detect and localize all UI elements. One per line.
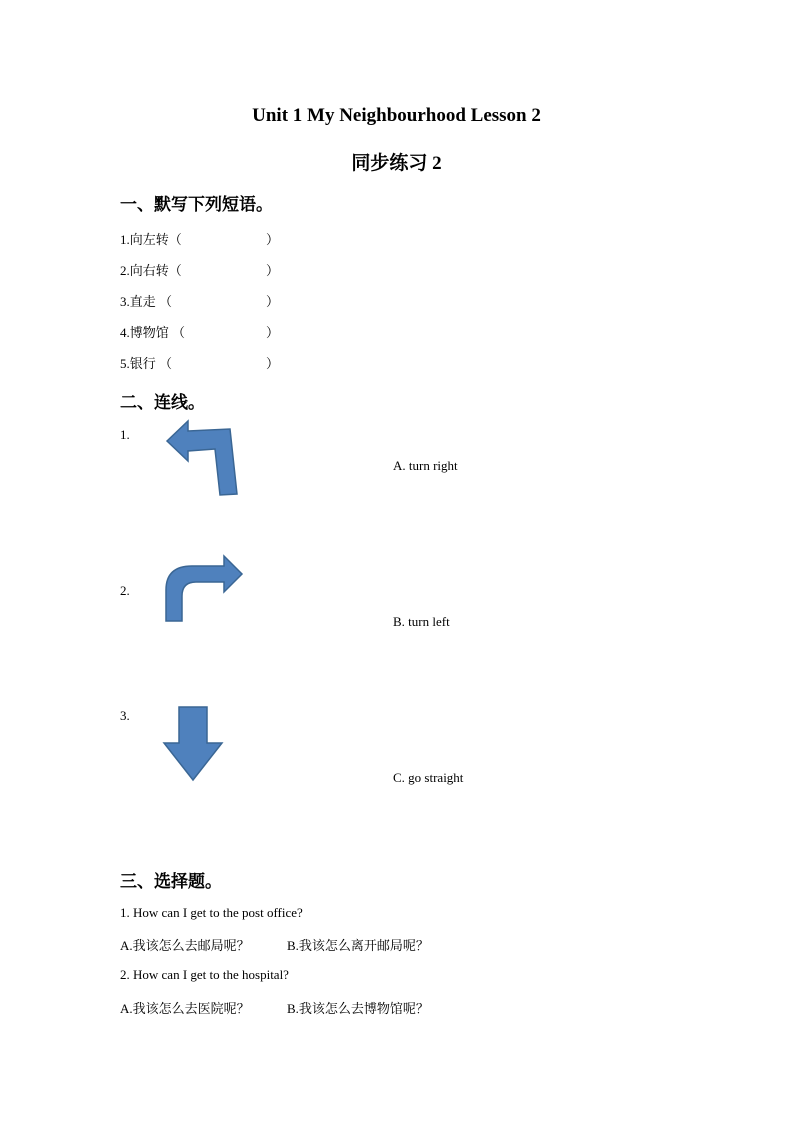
question-1: 1. How can I get to the post office?: [120, 905, 303, 920]
dictation-item-close: ）: [266, 232, 280, 247]
match-option-b: B. turn left: [393, 614, 450, 629]
dictation-item-1: [120, 229, 280, 248]
turn-right-arrow-icon: [160, 550, 250, 630]
question-2-choice-a: A.我该怎么去医院呢？: [120, 1001, 250, 1016]
page-title: Unit 1 My Neighbourhood Lesson 2: [252, 105, 541, 126]
question-1-choice-b: B.我该怎么离开邮局呢？: [287, 938, 429, 953]
match-option-c: C. go straight: [393, 770, 464, 785]
section3-heading: 三、选择题。: [120, 872, 222, 891]
down-arrow-icon: [160, 700, 230, 785]
match-number-1: 1.: [120, 427, 130, 442]
dictation-item-label: 1.向左转（: [120, 232, 182, 247]
match-number-2: 2.: [120, 583, 130, 598]
match-number-3: 3.: [120, 708, 130, 723]
dictation-item-label: 4.博物馆 （: [120, 325, 186, 340]
dictation-item-label: 5.银行 （: [120, 356, 173, 371]
dictation-item-3: [120, 291, 280, 310]
dictation-item-close: ）: [266, 325, 280, 340]
dictation-item-close: ）: [266, 356, 280, 371]
dictation-item-close: ）: [266, 294, 280, 309]
dictation-item-close: ）: [266, 263, 280, 278]
dictation-item-4: [120, 322, 280, 341]
dictation-item-label: 3.直走 （: [120, 294, 173, 309]
question-1-choice-a: A.我该怎么去邮局呢？: [120, 938, 250, 953]
question-2: 2. How can I get to the hospital?: [120, 967, 289, 982]
dictation-item-label: 2.向右转（: [120, 263, 182, 278]
section2-heading: 二、连线。: [120, 393, 205, 412]
turn-left-arrow-icon: [160, 415, 250, 505]
section1-heading: 一、默写下列短语。: [120, 195, 273, 214]
dictation-item-5: [120, 353, 280, 372]
question-2-choice-b: B.我该怎么去博物馆呢？: [287, 1001, 429, 1016]
dictation-item-2: [120, 260, 280, 279]
page-subtitle: 同步练习 2: [351, 153, 442, 174]
match-option-a: A. turn right: [393, 458, 458, 473]
